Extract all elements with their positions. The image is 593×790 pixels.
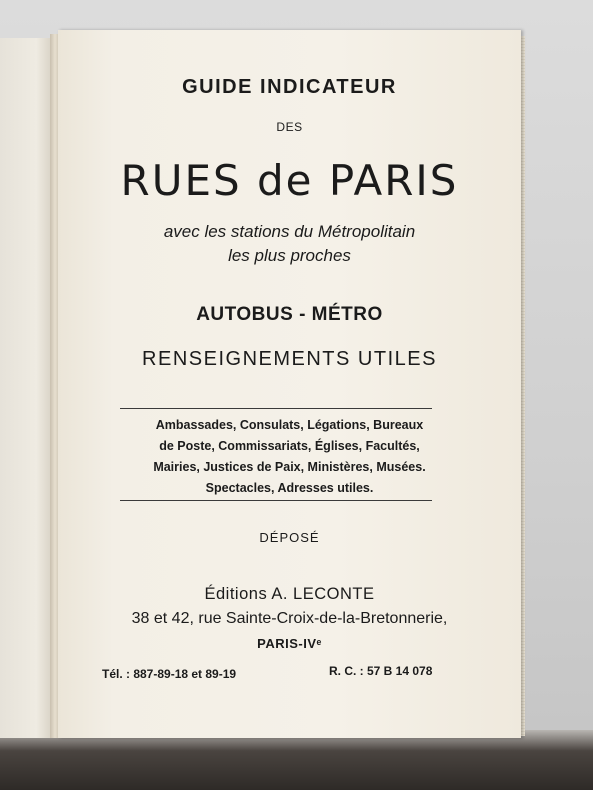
left-page — [0, 38, 54, 738]
divider-top — [120, 408, 432, 409]
main-title: RUES de PARIS — [120, 156, 459, 205]
contents-line: Ambassades, Consulats, Légations, Bureaux — [155, 418, 424, 432]
contents-line: de Poste, Commissariats, Églises, Facultés, — [159, 439, 420, 453]
divider-bottom — [120, 500, 432, 501]
registry-number: R. C. : 57 B 14 078 — [329, 664, 433, 678]
title-page — [58, 30, 521, 738]
telephone-line: Tél. : 887-89-18 et 89-19 — [102, 667, 237, 681]
table-shadow — [0, 730, 593, 790]
publisher-city: PARIS-IVᵉ — [257, 636, 322, 651]
publisher-name: Éditions A. LECONTE — [204, 585, 375, 603]
publisher-address: 38 et 42, rue Sainte-Croix-de-la-Bretonnerie, — [131, 610, 448, 627]
contents-line: Mairies, Justices de Paix, Ministères, Musées. — [153, 460, 426, 474]
des-line: DES — [276, 120, 303, 134]
depose-mark: DÉPOSÉ — [259, 530, 320, 545]
contents-line: Spectacles, Adresses utiles. — [205, 481, 374, 495]
autobus-metro-heading: AUTOBUS - MÉTRO — [196, 304, 383, 325]
subtitle-line-2: les plus proches — [228, 246, 351, 265]
guide-heading: GUIDE INDICATEUR — [182, 76, 397, 98]
subtitle-line-1: avec les stations du Métropolitain — [163, 222, 416, 241]
renseignements-heading: RENSEIGNEMENTS UTILES — [142, 348, 437, 370]
